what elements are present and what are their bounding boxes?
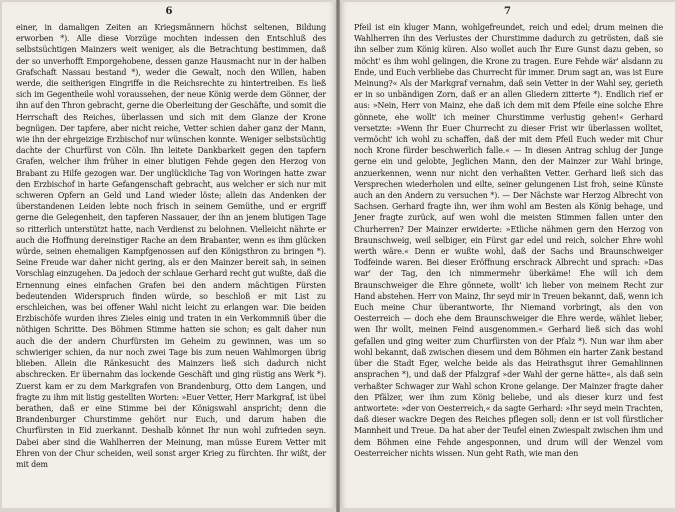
left-page-paragraph: einer, in damaligen Zeiten an Kriegsmännern höchst seltenen, Bildung erworben *). Alle diese Vorzüge mochten indessen den Entschluß des selbstsüchtigen Mainzers weit weniger, als die Betrachtung bestimmen, daß der so unverhofft Emporgehobene, dessen ganze Hausmacht nur in der halben Grafschaft Nassau bestand *), weder die Gewalt, noch den Willen, haben werde, die seitherigen Eingriffe in die Reichsrechte zu hintertreiben. Es ließ sich im Gegentheile wohl voraussehen, der neue König werde dem Gönner, der ihn auf den Thron gebracht, gerne die Oberleitung der Geschäfte, und somit die Herrschaft des Reiches, überlassen und sich mit dem Glanze der Krone begnügen. Der tapfere, aber nicht reiche, Vetter schien daher ganz der Mann, wie ihn der ehrgeizige Erzbischof nur wünschen konnte. Weniger selbstsüchtig dachte der Churfürst von Cöln. Ihn leitete Dankbarkeit gegen den tapfern Grafen, welcher ihm früher in einer blutigen Fehde gegen den Herzog von Brabant zu Hilfe gezogen war. Der unglückliche Tag von Woringen hatte zwar den Erzbischof in harte Gefangenschaft gebracht, aus welcher er sich nur mit schweren Opfern an Geld und Land wieder löste; allein das Andenken der überstandenen Leiden lebte noch frisch in seinem Gemüthe, und er ergriff gerne die Gelegenheit, den tapferen Nassauer, der ihn an jenem blutigen Tage so ritterlich unterstützt hatte, nach Verdienst zu belohnen. Vielleicht nährte er auch die Hoffnung dereinstiger Rache an dem Brabanter, wenn es ihm glücken würde, seinen ehemaligen Kampfgenossen auf den Königsthron zu bringen *). Seine Freude war daher nicht gering, als er den Mainzer bereit sah, in seinen Vorschlag einzugehen. Da jedoch der schlaue Gerhard recht gut wußte, daß die Ernennung eines einfachen Grafen bei den andern mächtigen Fürsten bedeutenden Widerspruch finden würde, so beschloß er mit List zu erschleichen, was bei offener Wahl nicht leicht zu erlangen war. Die beiden Erzbischöfe wurden ihres Zieles einig und traten in ein Verkommniß über die nöthigen Schritte. Des Böhmen Stimme hatten sie schon; es galt daher nun auch die der andern Churfürsten im Geheim zu gewinnen, was um so schwieriger schien, da nur noch zwei Tage bis zum neuen Wahlmorgen übrig blieben. Allein die Ränkesucht des Mainzers ließ sich dadurch nicht abschrecken. Er übernahm das lockende Geschäft und ging rüstig ans Werk *). Zuerst kam er zu dem Markgrafen von Brandenburg, Otto dem Langen, und fragte zu ihm mit listig gestellten Worten: »Euer Vetter, Herr Markgraf, ist übel berathen, daß er eine Stimme bei der Königswahl anspricht; denn die Brandenburger Churstimme gehört nur Euch, und darum haben die Churfürsten in Eid zuerkannt. Deshalb könnet Ihr nun wohl zufrieden seyn. Dabei aber sind die Wahlherren der Meinung, man müsse Eurem Vetter mit Ehren von der Chur scheiden, weil sonst arger Krieg zu fürchten. Ihr wißt, der mit dem bbox=[16, 23, 326, 469]
left-page-number: 6 bbox=[165, 6, 173, 17]
right-page-paragraph: Pfeil ist ein kluger Mann, wohlgefreundet, reich und edel; drum meinen die Wahlherren ihn des Verlustes der Churstimme dadurch zu getrösten, daß sie ihn selber zum König küren. Also wollet auch Ihr Eure Gunst dazu geben, so möcht' es ihm wohl gelingen, die Krone zu tragen. Eure Fehde wär' alsdann zu Ende, und Euch verbliebe das Churrecht für immer. Drum sagt an, was ist Eure Meinung?« Als der Markgraf vernahm, daß sein Vetter in der Wahl sey, gerieth er in so unbändigen Zorn, daß er an allen Gliedern zitterte *). Endlich rief er aus: »Nein, Herr von Mainz, ehe daß ich dem mit dem Pfeile eine solche Ehre gönnete, ehe wollt' ich meiner Churstimme verlustig gehen!« Gerhard versetzte: »Wenn Ihr Euer Churrecht zu dieser Frist wir überlassen wolltet, vermöcht' ich wohl zu schaffen, daß der mit dem Pfeil Euch weder mit Chur noch Krone fürder beschwerlich falle.« — In diesen Antrag schlug der Junge gerne ein und gelobte, Jeglichen Mann, den der Mainzer zur Wahl bringe, anzuerkennen, wenn nur nicht den verhaßten Vetter. Gerhard ließ sich das Versprechen wiederholen und eilte, seiner gelungenen List froh, seine Künste auch an den Andern zu versuchen *). — Der Nächste war Herzog Albrecht von Sachsen. Gerhard fragte ihn, wer ihm wohl am Besten als König behage, und Jener fragte zurück, auf wen wohl die meisten Stimmen fallen unter den Churherren? Der Mainzer erwiderte: »Etliche nähmen gern den Herzog von Braunschweig, weil selbiger, ein Fürst gar edel und reich, solcher Ehre wohl werth wäre.« Denn er wußte wohl, daß der Sachs und Braunschweiger Todfeinde waren. Bei dieser Eröffnung erschrack Albrecht und sprach: »Das war' der Tag, den ich nimmermehr überkäme! Ehe will ich dem Braunschweiger die Ehre gönnete, wollt' ich lieber von meinem Recht zur Hand abstehen. Herr von Mainz, Ihr seyd mir in Treuen bekannt, daß, wenn ich Euch meine Chur überantworte, Ihr Niemand vorbringt, als den von Oesterreich — doch ehe dem Braunschweiger die Ehre werde, wählet lieber, wen Ihr wollt, meinen Feind ausgenommen.« Gerhard ließ sich das wohl gefallen und ging weiter zum Churfürsten von der Pfalz *). Nun war ihm aber wohl bekannt, daß zwischen diesem und dem Böhmen ein harter Zank bestand über die Stadt Eger, welche beide als das Heirathsgut ihrer Gemahlinnen ansprachen *), und daß der Pfalzgraf »der Wahl der gerne hätte«, als daß sein verhaßter Schwager zur Wahl schon Krone gelange. Der Mainzer fragte daher den Pfälzer, wer ihm zum König beliebe, und als dieser kurz und fest antwortete: »der von Oesterreich,« da sagte Gerhard: »Ihr seyd mein Trachten, daß dieser wackre Degen des Reiches pflegen soll; denn er ist voll fürstlicher Mannheit und Treue. Da hat aber der Teufel einen Zwiespalt zwischen ihm und dem Böhmen eine Fehde angesponnen, und drum will der Wenzel vom Oesterreicher nichts wissen. Nun geht Rath, wie man den bbox=[354, 23, 663, 458]
right-page bbox=[340, 2, 675, 508]
right-page-body bbox=[354, 22, 663, 504]
right-page-number: 7 bbox=[504, 6, 511, 17]
left-page-body bbox=[16, 22, 326, 504]
left-page bbox=[2, 2, 336, 508]
